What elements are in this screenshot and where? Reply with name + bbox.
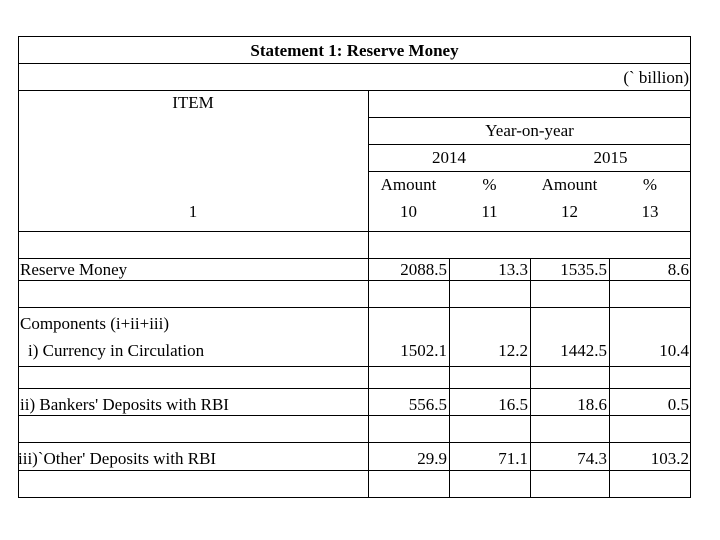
row-label-other-deposits: iii)`Other' Deposits with RBI xyxy=(18,449,217,468)
table-border-left xyxy=(18,36,19,498)
cell-value: 29.9 xyxy=(417,449,447,468)
item-header: ITEM xyxy=(172,93,214,112)
cell-value: 74.3 xyxy=(577,449,607,468)
row-rule-4 xyxy=(18,366,691,367)
row-rule-3 xyxy=(18,307,691,308)
row-rule-5 xyxy=(18,388,691,389)
subheader-amount-2015: Amount xyxy=(541,175,598,194)
row-rule-2 xyxy=(18,280,691,281)
cell-value: 556.5 xyxy=(408,395,447,414)
table-border-top xyxy=(18,36,691,37)
cell-value: 12.2 xyxy=(498,341,528,360)
cell-value: 2088.5 xyxy=(400,260,447,279)
cell-value: 0.5 xyxy=(667,395,689,414)
row-rule-7 xyxy=(18,442,691,443)
cell-value: 1535.5 xyxy=(560,260,607,279)
cell-value: 13.3 xyxy=(498,260,528,279)
item-number: 1 xyxy=(188,202,198,221)
year-on-year-header: Year-on-year xyxy=(485,121,574,140)
cell-value: 8.6 xyxy=(667,260,689,279)
subheader-percent-2014: % xyxy=(482,175,497,194)
title-rule xyxy=(18,63,691,64)
year-2015-header: 2015 xyxy=(593,148,628,167)
cell-value: 103.2 xyxy=(650,449,689,468)
header-rule-3 xyxy=(368,171,691,172)
column-number-11: 11 xyxy=(481,202,498,221)
cell-value: 1442.5 xyxy=(560,341,607,360)
cell-value: 18.6 xyxy=(577,395,607,414)
header-rule-1 xyxy=(368,117,691,118)
year-2014-header: 2014 xyxy=(432,148,466,167)
header-rule-2 xyxy=(368,144,691,145)
row-rule-1 xyxy=(18,258,691,259)
column-number-10: 10 xyxy=(400,202,417,221)
row-label-reserve-money: Reserve Money xyxy=(20,260,128,279)
cell-value: 16.5 xyxy=(498,395,528,414)
unit-rule xyxy=(18,90,691,91)
row-rule-6 xyxy=(18,415,691,416)
cell-value: 71.1 xyxy=(498,449,528,468)
column-number-13: 13 xyxy=(641,202,659,221)
reserve-money-table xyxy=(18,36,691,498)
header-bottom-rule xyxy=(18,231,691,232)
row-label-components: Components (i+ii+iii) xyxy=(20,314,170,333)
unit-label: (` billion) xyxy=(623,68,689,87)
subheader-percent-2015: % xyxy=(642,175,658,194)
table-title: Statement 1: Reserve Money xyxy=(250,41,459,60)
row-rule-8 xyxy=(18,470,691,471)
table-border-bottom xyxy=(18,497,691,498)
cell-value: 10.4 xyxy=(659,341,689,360)
row-label-currency-in-circulation: i) Currency in Circulation xyxy=(28,341,205,360)
column-number-12: 12 xyxy=(561,202,578,221)
cell-value: 1502.1 xyxy=(400,341,447,360)
subheader-amount-2014: Amount xyxy=(380,175,437,194)
table-border-right xyxy=(690,36,691,498)
row-label-bankers-deposits: ii) Bankers' Deposits with RBI xyxy=(20,395,229,414)
